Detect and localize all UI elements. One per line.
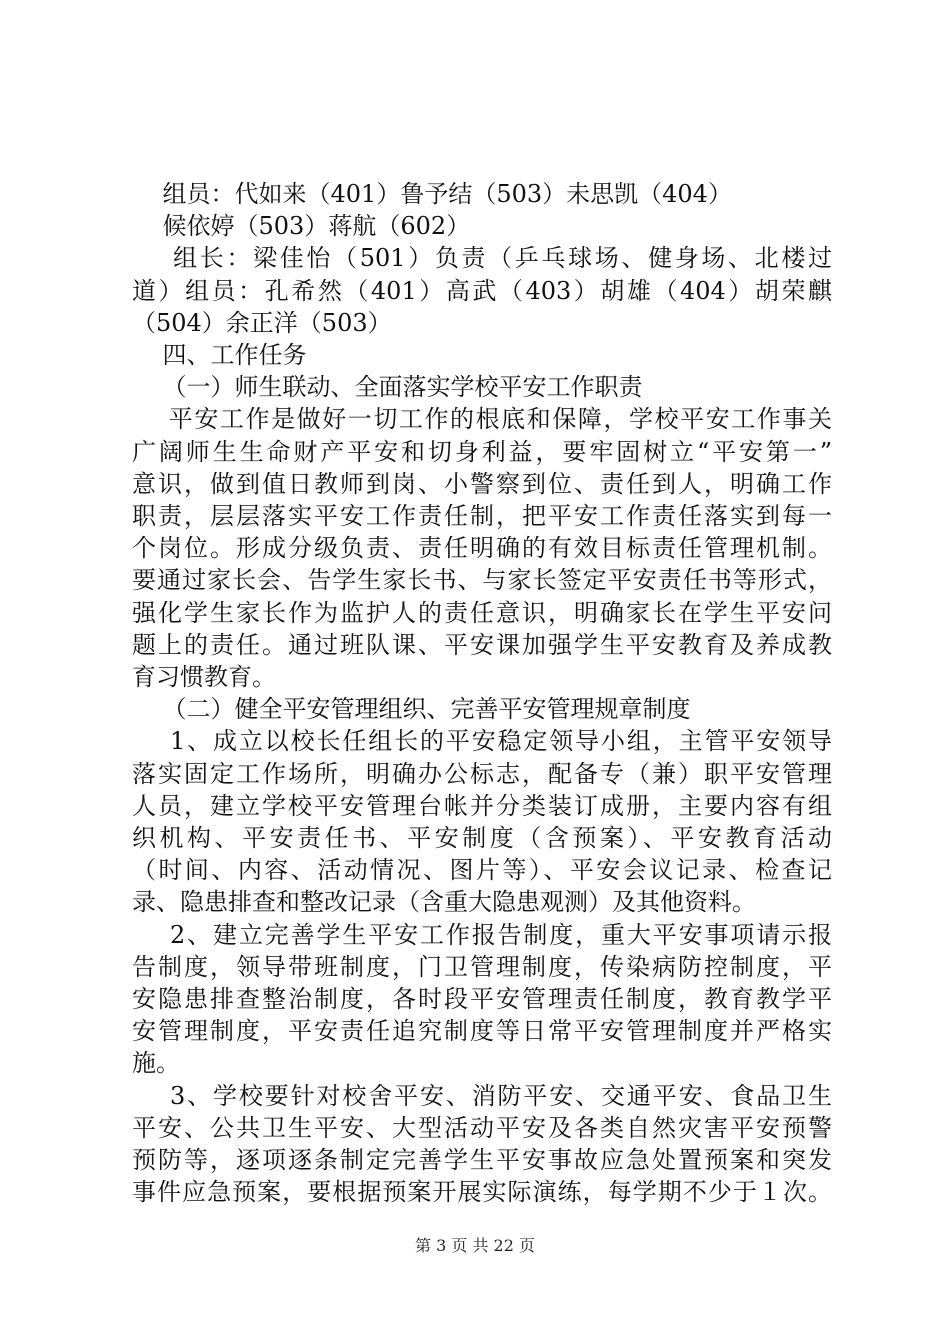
text-line: 要通过家长会、告学生家长书、与家长签定平安责任书等形式，	[132, 566, 832, 595]
text-line: 职责，层层落实平安工作责任制，把平安工作责任落实到每一	[132, 502, 832, 531]
text-line: 平安、公共卫生平安、大型活动平安及各类自然灾害平安预警	[132, 1113, 832, 1142]
text-line: 个岗位。形成分级负责、责任明确的有效目标责任管理机制。	[132, 534, 832, 563]
text-line: （504）余正洋（503）	[132, 308, 392, 337]
text-line: 录、隐患排查和整改记录（含重大隐患观测）及其他资料。	[132, 888, 756, 917]
text-line: 广阔师生生命财产平安和切身利益，要牢固树立“平安第一”	[132, 437, 832, 466]
text-line: 2、建立完善学生平安工作报告制度，重大平安事项请示报	[132, 920, 832, 949]
text-line: 人员，建立学校平安管理台帐并分类装订成册，主要内容有组	[132, 791, 832, 820]
text-line: （二）健全平安管理组织、完善平安管理规章制度	[132, 695, 691, 724]
text-line: 平安工作是做好一切工作的根底和保障，学校平安工作事关	[132, 405, 832, 434]
text-line: 预防等，逐项逐条制定完善学生平安事故应急处置预案和突发	[132, 1146, 832, 1175]
text-line: 候依婷（503）蒋航（602）	[132, 212, 471, 241]
text-line: 题上的责任。通过班队课、平安课加强学生平安教育及养成教	[132, 630, 832, 659]
text-line: 道）组员：孔希然（401）高武（403）胡雄（404）胡荣麒	[132, 276, 832, 305]
text-line: 组长：梁佳怡（501）负责（乒乓球场、健身场、北楼过	[132, 244, 832, 273]
text-line: 安隐患排查整治制度，各时段平安管理责任制度，教育教学平	[132, 985, 832, 1014]
text-line: 组员：代如来（401）鲁予结（503）未思凯（404）	[132, 180, 732, 208]
text-line: 意识，做到值日教师到岗、小警察到位、责任到人，明确工作	[132, 469, 832, 498]
text-line: （时间、内容、活动情况、图片等）、平安会议记录、检查记	[132, 856, 832, 885]
text-line: 事件应急预案，要根据预案开展实际演练，每学期不少于１次。	[132, 1178, 832, 1207]
document-body	[132, 178, 832, 1209]
text-line: 育习惯教育。	[132, 663, 276, 692]
text-line: 告制度，领导带班制度，门卫管理制度，传染病防控制度，平	[132, 952, 832, 981]
text-line: 四、工作任务	[132, 341, 307, 370]
text-line: 强化学生家长作为监护人的责任意识，明确家长在学生平安问	[132, 598, 832, 627]
text-line: 安管理制度，平安责任追究制度等日常平安管理制度并严格实	[132, 1017, 832, 1046]
text-line: 织机构、平安责任书、平安制度（含预案）、平安教育活动	[132, 824, 832, 853]
page-footer: 第 3 页 共 22 页	[415, 1236, 535, 1255]
text-line: 3、学校要针对校舍平安、消防平安、交通平安、食品卫生	[132, 1081, 832, 1110]
text-line: 施。	[132, 1049, 180, 1078]
text-line: （一）师生联动、全面落实学校平安工作职责	[132, 373, 643, 402]
text-line: 1、成立以校长任组长的平安稳定领导小组，主管平安领导	[132, 727, 832, 756]
text-line: 落实固定工作场所，明确办公标志，配备专（兼）职平安管理	[132, 759, 832, 788]
